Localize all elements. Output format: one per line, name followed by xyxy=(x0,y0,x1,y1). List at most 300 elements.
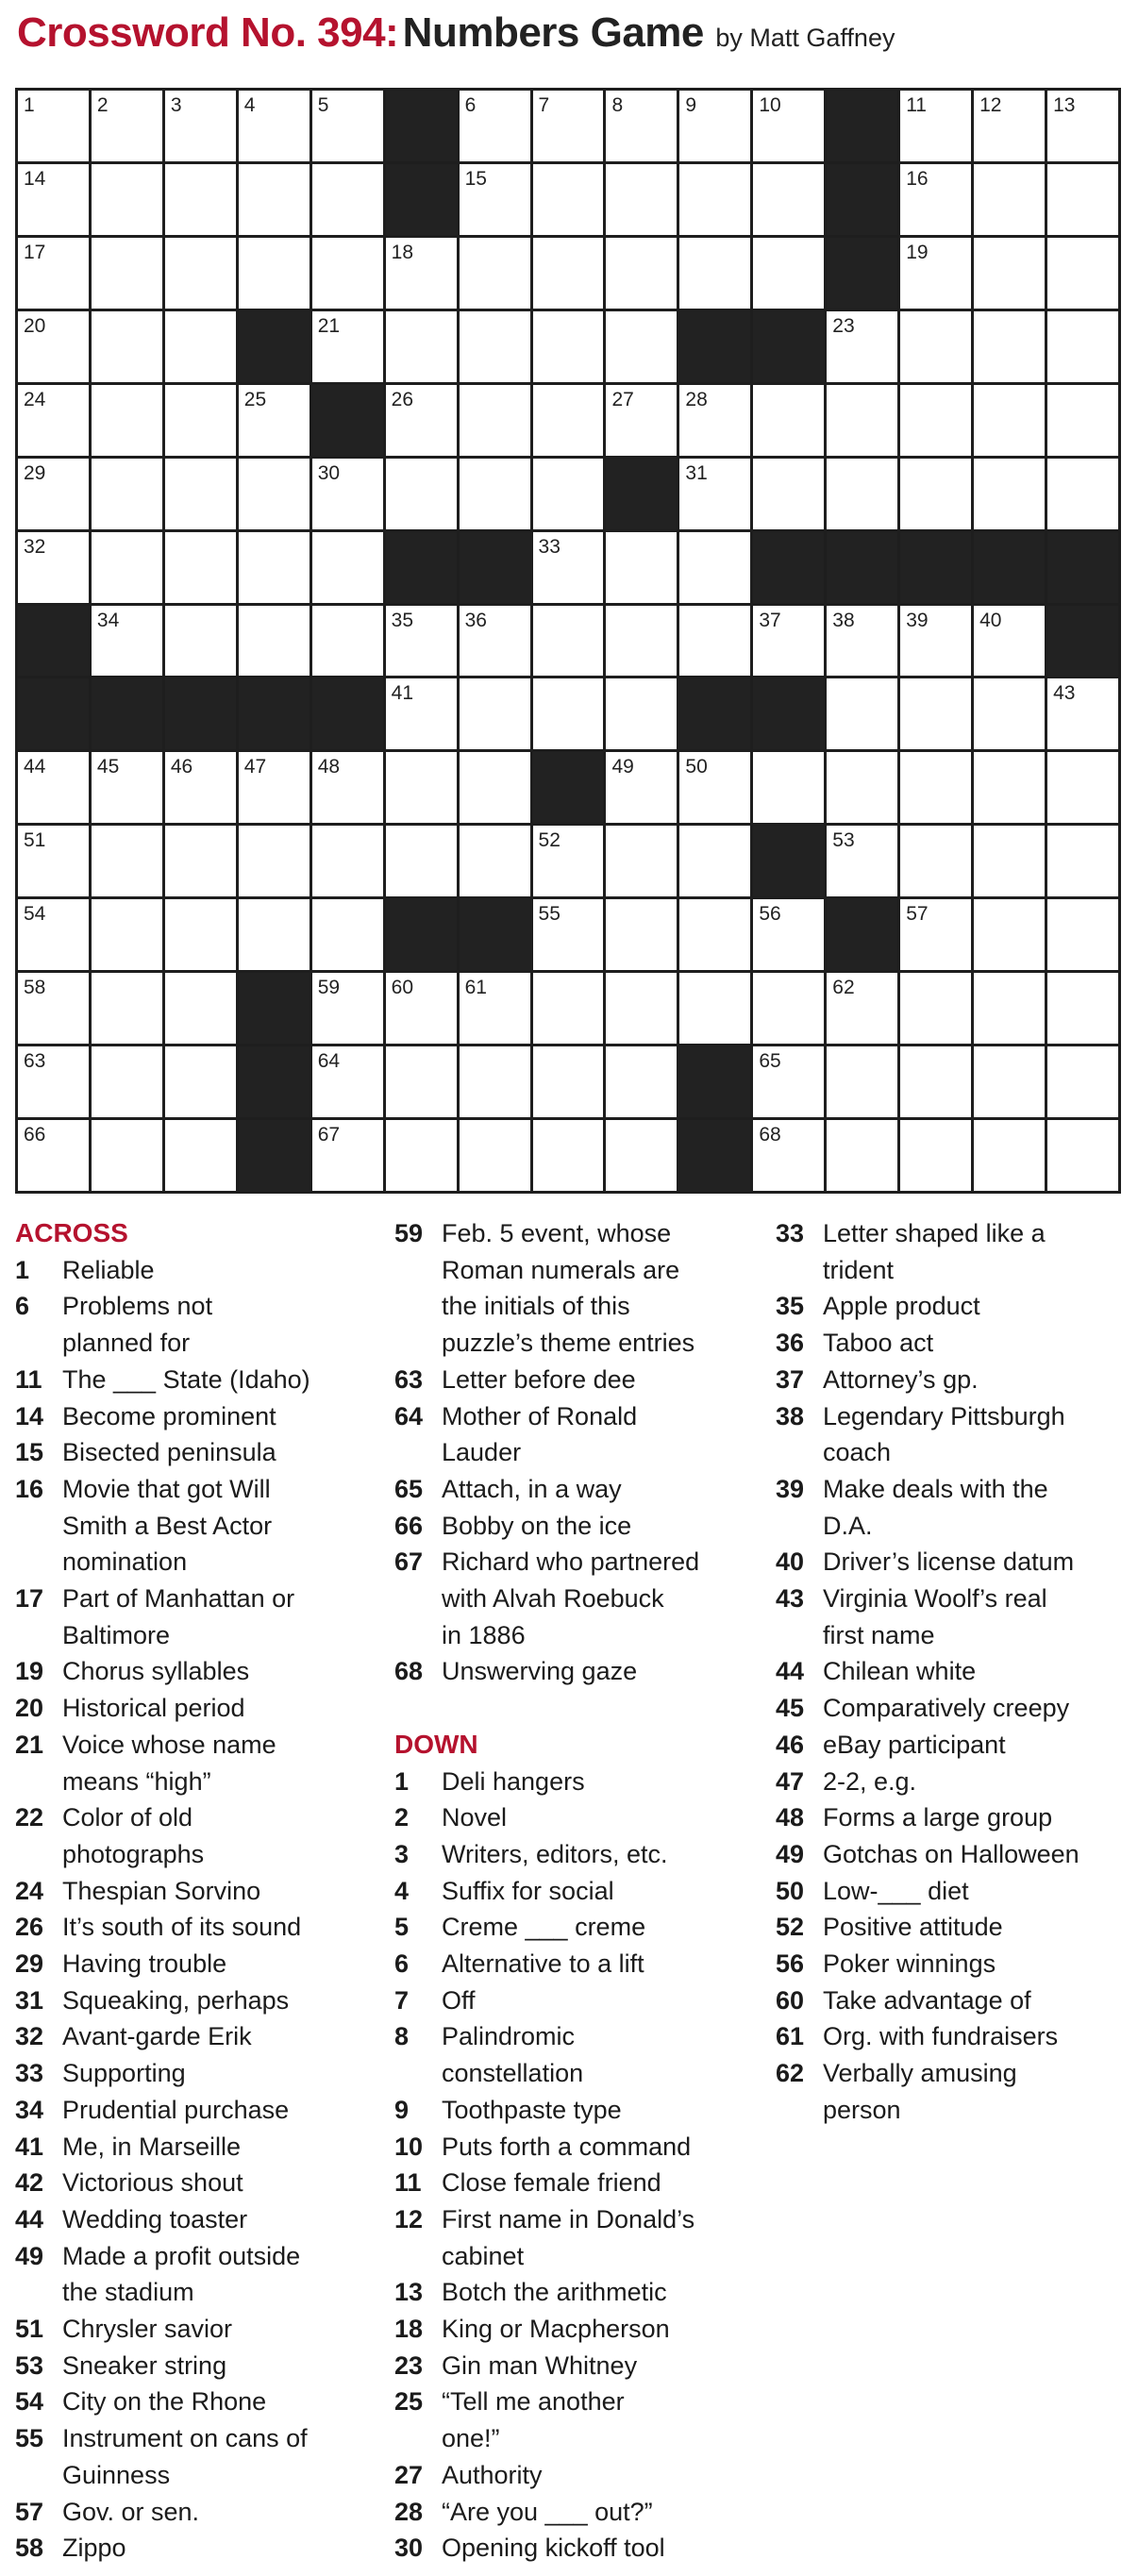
grid-cell[interactable] xyxy=(460,973,530,1044)
grid-cell[interactable] xyxy=(827,973,897,1044)
clue-text xyxy=(442,1471,753,1508)
grid-cell[interactable] xyxy=(974,678,1045,749)
grid-block xyxy=(386,164,457,235)
clue-item xyxy=(15,2018,374,2055)
clue-line: Roman numerals are xyxy=(442,1255,680,1284)
grid-cell[interactable] xyxy=(165,385,236,456)
clue-line: Baltimore xyxy=(62,1620,171,1649)
grid-cell[interactable] xyxy=(533,238,604,309)
grid-cell[interactable] xyxy=(460,1120,530,1191)
grid-cell[interactable] xyxy=(92,826,162,896)
grid-cell[interactable] xyxy=(386,973,457,1044)
grid-cell[interactable] xyxy=(974,1046,1045,1117)
grid-cell[interactable] xyxy=(753,385,824,456)
clue-number: 42 xyxy=(15,2168,44,2198)
clue-text xyxy=(442,1873,753,1910)
clue-item xyxy=(15,2129,374,2166)
clue-line: Driver’s license datum xyxy=(823,1547,1075,1577)
clue-number: 41 xyxy=(15,2132,44,2161)
grid-cell[interactable] xyxy=(900,752,971,823)
grid-cell[interactable] xyxy=(92,1046,162,1117)
grid-cell[interactable] xyxy=(165,459,236,529)
cell-number: 40 xyxy=(979,609,1002,631)
grid-cell[interactable] xyxy=(460,606,530,677)
grid-cell[interactable] xyxy=(312,459,383,529)
clue-text xyxy=(442,2457,753,2494)
grid-cell[interactable] xyxy=(239,459,310,529)
clue-number: 43 xyxy=(776,1584,805,1614)
clue-number: 44 xyxy=(15,2204,44,2233)
clue-line: It’s south of its sound xyxy=(62,1913,302,1942)
grid-cell[interactable] xyxy=(533,678,604,749)
clue-number: 32 xyxy=(15,2022,44,2051)
clue-text xyxy=(62,2165,374,2201)
grid-cell[interactable] xyxy=(1047,1120,1118,1191)
grid-cell[interactable] xyxy=(312,973,383,1044)
grid-cell[interactable] xyxy=(900,385,971,456)
grid-cell[interactable] xyxy=(18,164,89,235)
grid-cell[interactable] xyxy=(974,385,1045,456)
grid-cell[interactable] xyxy=(239,238,310,309)
grid-cell[interactable] xyxy=(679,532,750,603)
grid-cell[interactable] xyxy=(1047,826,1118,896)
clue-item xyxy=(394,1946,753,1982)
grid-cell[interactable] xyxy=(18,532,89,603)
clue-text xyxy=(62,1982,374,2019)
down-heading: DOWN xyxy=(394,1729,478,1759)
clue-line: person xyxy=(823,2095,901,2124)
cell-number: 48 xyxy=(317,756,341,778)
clue-line: Writers, editors, etc. xyxy=(442,1839,668,1868)
grid-cell[interactable] xyxy=(165,164,236,235)
grid-cell[interactable] xyxy=(460,678,530,749)
grid-cell[interactable] xyxy=(974,752,1045,823)
grid-block xyxy=(386,532,457,603)
grid-cell[interactable] xyxy=(606,606,677,677)
grid-cell[interactable] xyxy=(827,678,897,749)
grid-block xyxy=(460,532,530,603)
clue-item xyxy=(15,1946,374,1982)
grid-cell[interactable] xyxy=(312,752,383,823)
clue-number: 6 xyxy=(394,1949,410,1979)
grid-cell[interactable] xyxy=(900,1120,971,1191)
grid-cell[interactable] xyxy=(533,606,604,677)
grid-cell[interactable] xyxy=(165,238,236,309)
grid-cell[interactable] xyxy=(900,973,971,1044)
clue-number: 21 xyxy=(15,1730,44,1759)
grid-cell[interactable] xyxy=(1047,311,1118,382)
grid-cell[interactable] xyxy=(753,91,824,161)
clue-item xyxy=(394,2530,753,2567)
clue-number: 51 xyxy=(15,2315,44,2344)
grid-cell[interactable] xyxy=(533,91,604,161)
grid-cell[interactable] xyxy=(386,826,457,896)
cell-number: 1 xyxy=(24,94,35,116)
cell-number: 64 xyxy=(317,1050,341,1073)
grid-cell[interactable] xyxy=(165,606,236,677)
grid-cell[interactable] xyxy=(679,752,750,823)
grid-cell[interactable] xyxy=(606,164,677,235)
grid-cell[interactable] xyxy=(165,899,236,970)
clue-line: Voice whose name xyxy=(62,1730,276,1759)
grid-cell[interactable] xyxy=(827,311,897,382)
grid-cell[interactable] xyxy=(753,1046,824,1117)
grid-cell[interactable] xyxy=(386,752,457,823)
clue-line: Forms a large group xyxy=(823,1803,1053,1832)
clue-line: Squeaking, perhaps xyxy=(62,1985,290,2015)
clue-item xyxy=(15,1727,374,1799)
clue-text xyxy=(823,1690,1125,1727)
grid-cell[interactable] xyxy=(679,826,750,896)
clue-item xyxy=(776,1873,1125,1910)
grid-cell[interactable] xyxy=(165,752,236,823)
clue-number: 19 xyxy=(15,1657,44,1686)
clue-number: 4 xyxy=(394,1876,410,1905)
grid-block xyxy=(239,678,310,749)
grid-cell[interactable] xyxy=(679,606,750,677)
clue-line: Bisected peninsula xyxy=(62,1438,276,1467)
clue-line: First name in Donald’s xyxy=(442,2204,695,2233)
grid-cell[interactable] xyxy=(827,1046,897,1117)
grid-cell[interactable] xyxy=(606,385,677,456)
clue-text xyxy=(442,1982,753,2019)
grid-cell[interactable] xyxy=(460,91,530,161)
grid-cell[interactable] xyxy=(18,311,89,382)
clue-item xyxy=(394,1508,753,1545)
clue-number: 64 xyxy=(394,1401,424,1430)
grid-cell[interactable] xyxy=(900,238,971,309)
grid-cell[interactable] xyxy=(239,385,310,456)
grid-cell[interactable] xyxy=(974,1120,1045,1191)
grid-cell[interactable] xyxy=(1047,1046,1118,1117)
grid-block xyxy=(460,899,530,970)
grid-cell[interactable] xyxy=(460,752,530,823)
grid-cell[interactable] xyxy=(312,532,383,603)
cell-number: 63 xyxy=(24,1050,46,1073)
cell-number: 13 xyxy=(1053,94,1076,116)
clue-text xyxy=(823,1653,1125,1690)
grid-cell[interactable] xyxy=(1047,973,1118,1044)
clue-number: 11 xyxy=(394,2168,422,2198)
clue-text xyxy=(442,1362,753,1398)
clue-line: Lauder xyxy=(442,1438,522,1467)
clue-number: 30 xyxy=(394,2534,424,2563)
grid-cell[interactable] xyxy=(460,1046,530,1117)
grid-cell[interactable] xyxy=(1047,752,1118,823)
grid-cell[interactable] xyxy=(900,1046,971,1117)
clue-item xyxy=(394,2348,753,2384)
grid-cell[interactable] xyxy=(679,459,750,529)
clue-number: 48 xyxy=(776,1803,805,1832)
grid-cell[interactable] xyxy=(679,164,750,235)
grid-cell[interactable] xyxy=(606,1120,677,1191)
clue-line: King or Macpherson xyxy=(442,2315,670,2344)
grid-cell[interactable] xyxy=(606,826,677,896)
clue-line: one!” xyxy=(442,2424,500,2453)
clue-text xyxy=(823,2018,1125,2055)
grid-cell[interactable] xyxy=(92,606,162,677)
grid-cell[interactable] xyxy=(900,826,971,896)
cell-number: 62 xyxy=(832,977,855,999)
grid-cell[interactable] xyxy=(165,91,236,161)
grid-cell[interactable] xyxy=(827,459,897,529)
grid-cell[interactable] xyxy=(312,238,383,309)
grid-cell[interactable] xyxy=(753,752,824,823)
clue-line: Wedding toaster xyxy=(62,2204,248,2233)
clue-line: cabinet xyxy=(442,2241,525,2270)
grid-cell[interactable] xyxy=(679,385,750,456)
grid-cell[interactable] xyxy=(92,532,162,603)
grid-cell[interactable] xyxy=(1047,91,1118,161)
clue-line: Bobby on the ice xyxy=(442,1511,632,1540)
grid-cell[interactable] xyxy=(753,606,824,677)
grid-cell[interactable] xyxy=(92,973,162,1044)
grid-block xyxy=(312,385,383,456)
grid-cell[interactable] xyxy=(533,973,604,1044)
grid-cell[interactable] xyxy=(18,91,89,161)
clue-line: Apple product xyxy=(823,1292,980,1321)
grid-cell[interactable] xyxy=(92,1120,162,1191)
grid-cell[interactable] xyxy=(239,606,310,677)
grid-cell[interactable] xyxy=(1047,385,1118,456)
clue-line: puzzle’s theme entries xyxy=(442,1329,695,1358)
grid-cell[interactable] xyxy=(1047,164,1118,235)
grid-cell[interactable] xyxy=(974,606,1045,677)
grid-cell[interactable] xyxy=(753,973,824,1044)
grid-cell[interactable] xyxy=(92,238,162,309)
grid-cell[interactable] xyxy=(606,238,677,309)
grid-cell[interactable] xyxy=(312,91,383,161)
grid-cell[interactable] xyxy=(533,899,604,970)
grid-cell[interactable] xyxy=(606,91,677,161)
grid-cell[interactable] xyxy=(386,1046,457,1117)
grid-cell[interactable] xyxy=(92,164,162,235)
clue-text xyxy=(62,2420,374,2493)
grid-cell[interactable] xyxy=(312,899,383,970)
clue-number: 40 xyxy=(776,1547,805,1577)
clue-number: 66 xyxy=(394,1511,424,1540)
grid-cell[interactable] xyxy=(827,752,897,823)
clue-item xyxy=(776,1909,1125,1946)
grid-cell[interactable] xyxy=(827,826,897,896)
grid-cell[interactable] xyxy=(606,973,677,1044)
grid-cell[interactable] xyxy=(753,164,824,235)
clue-number: 59 xyxy=(394,1219,424,1247)
cell-number: 29 xyxy=(24,461,46,484)
grid-cell[interactable] xyxy=(165,1120,236,1191)
grid-cell[interactable] xyxy=(974,899,1045,970)
clue-text xyxy=(442,1398,753,1471)
grid-cell[interactable] xyxy=(460,164,530,235)
grid-cell[interactable] xyxy=(92,899,162,970)
grid-cell[interactable] xyxy=(460,238,530,309)
grid-cell[interactable] xyxy=(753,899,824,970)
grid-cell[interactable] xyxy=(92,459,162,529)
cell-number: 15 xyxy=(464,167,487,190)
clue-line: in 1886 xyxy=(442,1620,526,1649)
grid-cell[interactable] xyxy=(533,385,604,456)
grid-cell[interactable] xyxy=(606,899,677,970)
grid-cell[interactable] xyxy=(18,1046,89,1117)
grid-cell[interactable] xyxy=(18,899,89,970)
grid-block xyxy=(753,532,824,603)
grid-cell[interactable] xyxy=(974,826,1045,896)
clue-item xyxy=(15,1909,374,1946)
grid-cell[interactable] xyxy=(239,91,310,161)
grid-cell[interactable] xyxy=(900,606,971,677)
grid-cell[interactable] xyxy=(606,1046,677,1117)
clue-item xyxy=(776,1836,1125,1873)
grid-cell[interactable] xyxy=(239,164,310,235)
grid-cell[interactable] xyxy=(900,164,971,235)
grid-cell[interactable] xyxy=(900,678,971,749)
cell-number: 53 xyxy=(832,829,855,852)
clue-item xyxy=(776,1653,1125,1690)
grid-cell[interactable] xyxy=(606,752,677,823)
cell-number: 37 xyxy=(759,609,781,631)
grid-cell[interactable] xyxy=(974,973,1045,1044)
clue-line: Thespian Sorvino xyxy=(62,1876,261,1905)
grid-cell[interactable] xyxy=(18,826,89,896)
grid-cell[interactable] xyxy=(974,164,1045,235)
grid-cell[interactable] xyxy=(386,459,457,529)
grid-cell[interactable] xyxy=(18,459,89,529)
clue-number: 12 xyxy=(394,2204,424,2233)
grid-cell[interactable] xyxy=(974,459,1045,529)
grid-cell[interactable] xyxy=(312,1046,383,1117)
grid-cell[interactable] xyxy=(386,606,457,677)
clue-number: 35 xyxy=(776,1292,805,1321)
clue-line: Having trouble xyxy=(62,1949,227,1979)
cell-number: 19 xyxy=(906,241,929,263)
grid-block xyxy=(974,532,1045,603)
grid-cell[interactable] xyxy=(679,238,750,309)
clue-text xyxy=(823,1727,1125,1764)
clue-line: Letter shaped like a xyxy=(823,1219,1046,1247)
grid-cell[interactable] xyxy=(460,311,530,382)
grid-cell[interactable] xyxy=(165,532,236,603)
clue-item xyxy=(776,1799,1125,1836)
grid-cell[interactable] xyxy=(974,238,1045,309)
grid-cell[interactable] xyxy=(386,238,457,309)
grid-block xyxy=(239,973,310,1044)
grid-cell[interactable] xyxy=(1047,459,1118,529)
grid-cell[interactable] xyxy=(18,1120,89,1191)
clue-number: 33 xyxy=(15,2059,44,2088)
grid-cell[interactable] xyxy=(1047,899,1118,970)
grid-cell[interactable] xyxy=(386,1120,457,1191)
grid-cell[interactable] xyxy=(533,826,604,896)
grid-cell[interactable] xyxy=(239,532,310,603)
grid-cell[interactable] xyxy=(239,826,310,896)
clue-column-1 xyxy=(15,1215,374,2567)
grid-cell[interactable] xyxy=(753,1120,824,1191)
grid-cell[interactable] xyxy=(606,311,677,382)
grid-cell[interactable] xyxy=(753,238,824,309)
grid-cell[interactable] xyxy=(974,91,1045,161)
grid-cell[interactable] xyxy=(827,1120,897,1191)
grid-cell[interactable] xyxy=(312,1120,383,1191)
grid-cell[interactable] xyxy=(1047,238,1118,309)
clue-item xyxy=(394,2018,753,2091)
grid-cell[interactable] xyxy=(386,385,457,456)
grid-cell[interactable] xyxy=(92,311,162,382)
grid-cell[interactable] xyxy=(679,899,750,970)
grid-cell[interactable] xyxy=(165,826,236,896)
cell-number: 54 xyxy=(24,903,46,926)
cell-number: 34 xyxy=(96,609,120,631)
grid-cell[interactable] xyxy=(974,311,1045,382)
grid-cell[interactable] xyxy=(533,311,604,382)
grid-cell[interactable] xyxy=(533,1120,604,1191)
grid-cell[interactable] xyxy=(606,678,677,749)
grid-cell[interactable] xyxy=(312,311,383,382)
grid-cell[interactable] xyxy=(239,899,310,970)
grid-cell[interactable] xyxy=(165,973,236,1044)
grid-cell[interactable] xyxy=(533,459,604,529)
grid-cell[interactable] xyxy=(533,1046,604,1117)
clue-text xyxy=(442,2018,753,2091)
cell-number: 33 xyxy=(538,535,561,558)
grid-cell[interactable] xyxy=(900,311,971,382)
grid-cell[interactable] xyxy=(18,752,89,823)
grid-cell[interactable] xyxy=(18,973,89,1044)
grid-cell[interactable] xyxy=(312,606,383,677)
grid-cell[interactable] xyxy=(92,91,162,161)
grid-cell[interactable] xyxy=(900,459,971,529)
clue-item xyxy=(15,1581,374,1653)
grid-cell[interactable] xyxy=(92,752,162,823)
grid-cell[interactable] xyxy=(165,311,236,382)
grid-cell[interactable] xyxy=(460,459,530,529)
grid-cell[interactable] xyxy=(533,532,604,603)
cell-number: 45 xyxy=(96,756,120,778)
grid-cell[interactable] xyxy=(165,1046,236,1117)
clue-line: City on the Rhone xyxy=(62,2387,267,2417)
cell-number: 59 xyxy=(317,977,341,999)
grid-cell[interactable] xyxy=(606,532,677,603)
grid-cell[interactable] xyxy=(753,459,824,529)
grid-cell[interactable] xyxy=(900,91,971,161)
grid-cell[interactable] xyxy=(679,973,750,1044)
grid-cell[interactable] xyxy=(312,826,383,896)
clue-line: Sneaker string xyxy=(62,2350,227,2380)
clue-line: eBay participant xyxy=(823,1730,1006,1759)
grid-cell[interactable] xyxy=(460,826,530,896)
grid-cell[interactable] xyxy=(92,385,162,456)
grid-cell[interactable] xyxy=(18,238,89,309)
clue-text xyxy=(62,1471,374,1581)
clue-item xyxy=(776,1581,1125,1653)
clue-text xyxy=(442,1764,753,1800)
clue-number: 10 xyxy=(394,2132,424,2161)
grid-cell[interactable] xyxy=(900,899,971,970)
grid-cell[interactable] xyxy=(827,385,897,456)
grid-cell[interactable] xyxy=(18,385,89,456)
grid-cell[interactable] xyxy=(827,606,897,677)
grid-cell[interactable] xyxy=(386,678,457,749)
grid-cell[interactable] xyxy=(386,311,457,382)
clue-line: Close female friend xyxy=(442,2168,661,2198)
clue-number: 61 xyxy=(776,2022,805,2051)
grid-cell[interactable] xyxy=(533,164,604,235)
grid-cell[interactable] xyxy=(679,91,750,161)
grid-cell[interactable] xyxy=(239,752,310,823)
grid-cell[interactable] xyxy=(1047,678,1118,749)
grid-cell[interactable] xyxy=(312,164,383,235)
grid-cell[interactable] xyxy=(460,385,530,456)
cell-number: 65 xyxy=(759,1050,781,1073)
